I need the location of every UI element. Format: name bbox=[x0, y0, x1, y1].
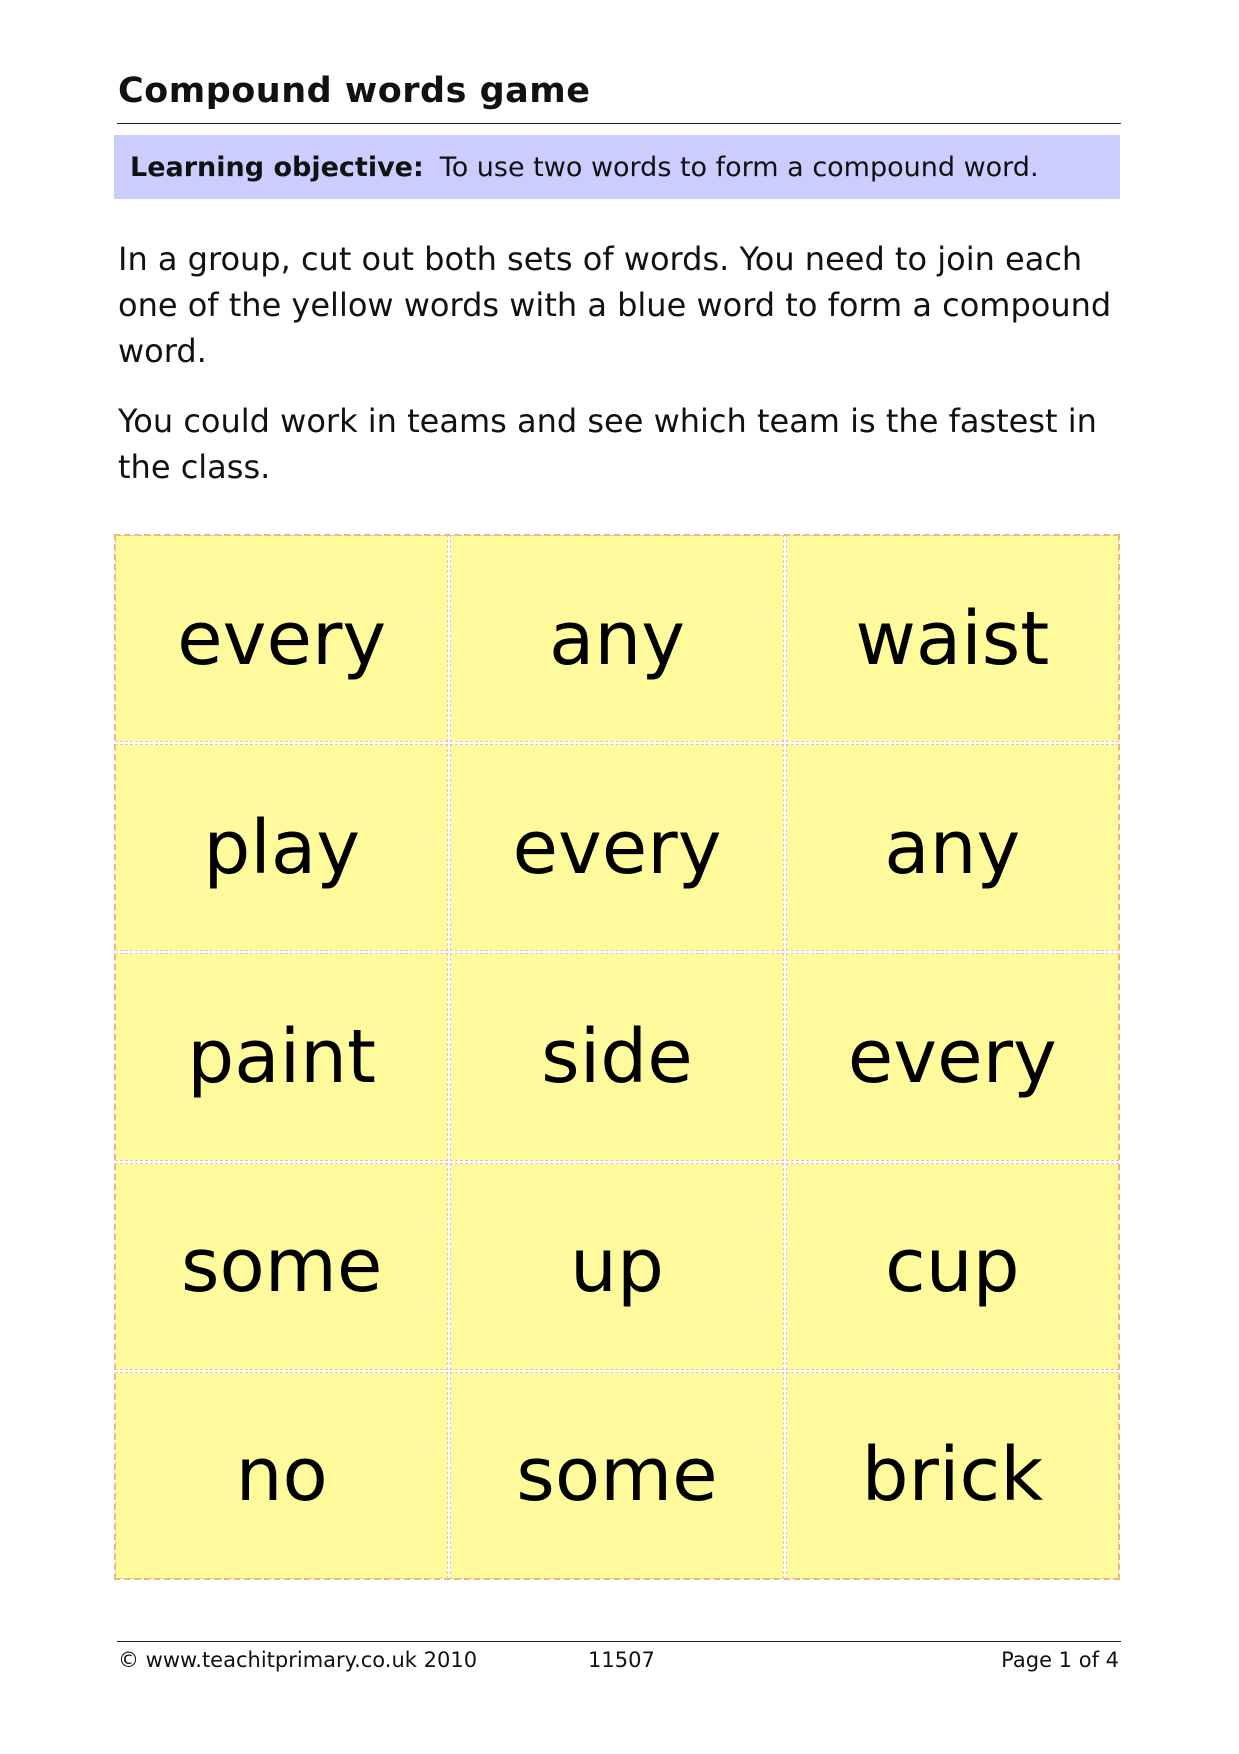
intro-paragraph: In a group, cut out both sets of words. You need to join each one of the yellow words with a blue word to form a compound word. bbox=[118, 240, 1112, 370]
title-divider bbox=[117, 123, 1121, 124]
objective-label: Learning objective: bbox=[130, 151, 424, 183]
team-paragraph: You could work in teams and see which team is the fastest in the class. bbox=[118, 402, 1097, 486]
word-card[interactable]: no bbox=[116, 1373, 447, 1578]
word-card[interactable]: any bbox=[451, 536, 782, 741]
word-card[interactable]: any bbox=[787, 745, 1118, 950]
word-card-grid bbox=[114, 534, 1120, 1580]
word-card[interactable]: waist bbox=[787, 536, 1118, 741]
word-card[interactable]: every bbox=[787, 954, 1118, 1159]
word-card[interactable]: paint bbox=[116, 954, 447, 1159]
word-card[interactable]: some bbox=[116, 1164, 447, 1369]
word-card[interactable]: side bbox=[451, 954, 782, 1159]
word-card[interactable]: every bbox=[116, 536, 447, 741]
footer-page-number: Page 1 of 4 bbox=[1001, 1648, 1119, 1672]
word-card[interactable]: cup bbox=[787, 1164, 1118, 1369]
footer-copyright: © www.teachitprimary.co.uk 2010 bbox=[118, 1648, 478, 1672]
footer-divider bbox=[117, 1641, 1121, 1642]
footer-resource-code: 11507 bbox=[588, 1648, 655, 1672]
objective-text: To use two words to form a compound word. bbox=[439, 151, 1039, 183]
word-card[interactable]: some bbox=[451, 1373, 782, 1578]
word-card[interactable]: up bbox=[451, 1164, 782, 1369]
word-card[interactable]: play bbox=[116, 745, 447, 950]
word-card[interactable]: brick bbox=[787, 1373, 1118, 1578]
learning-objective-box bbox=[114, 135, 1120, 199]
word-card[interactable]: every bbox=[451, 745, 782, 950]
page-title: Compound words game bbox=[118, 71, 591, 111]
